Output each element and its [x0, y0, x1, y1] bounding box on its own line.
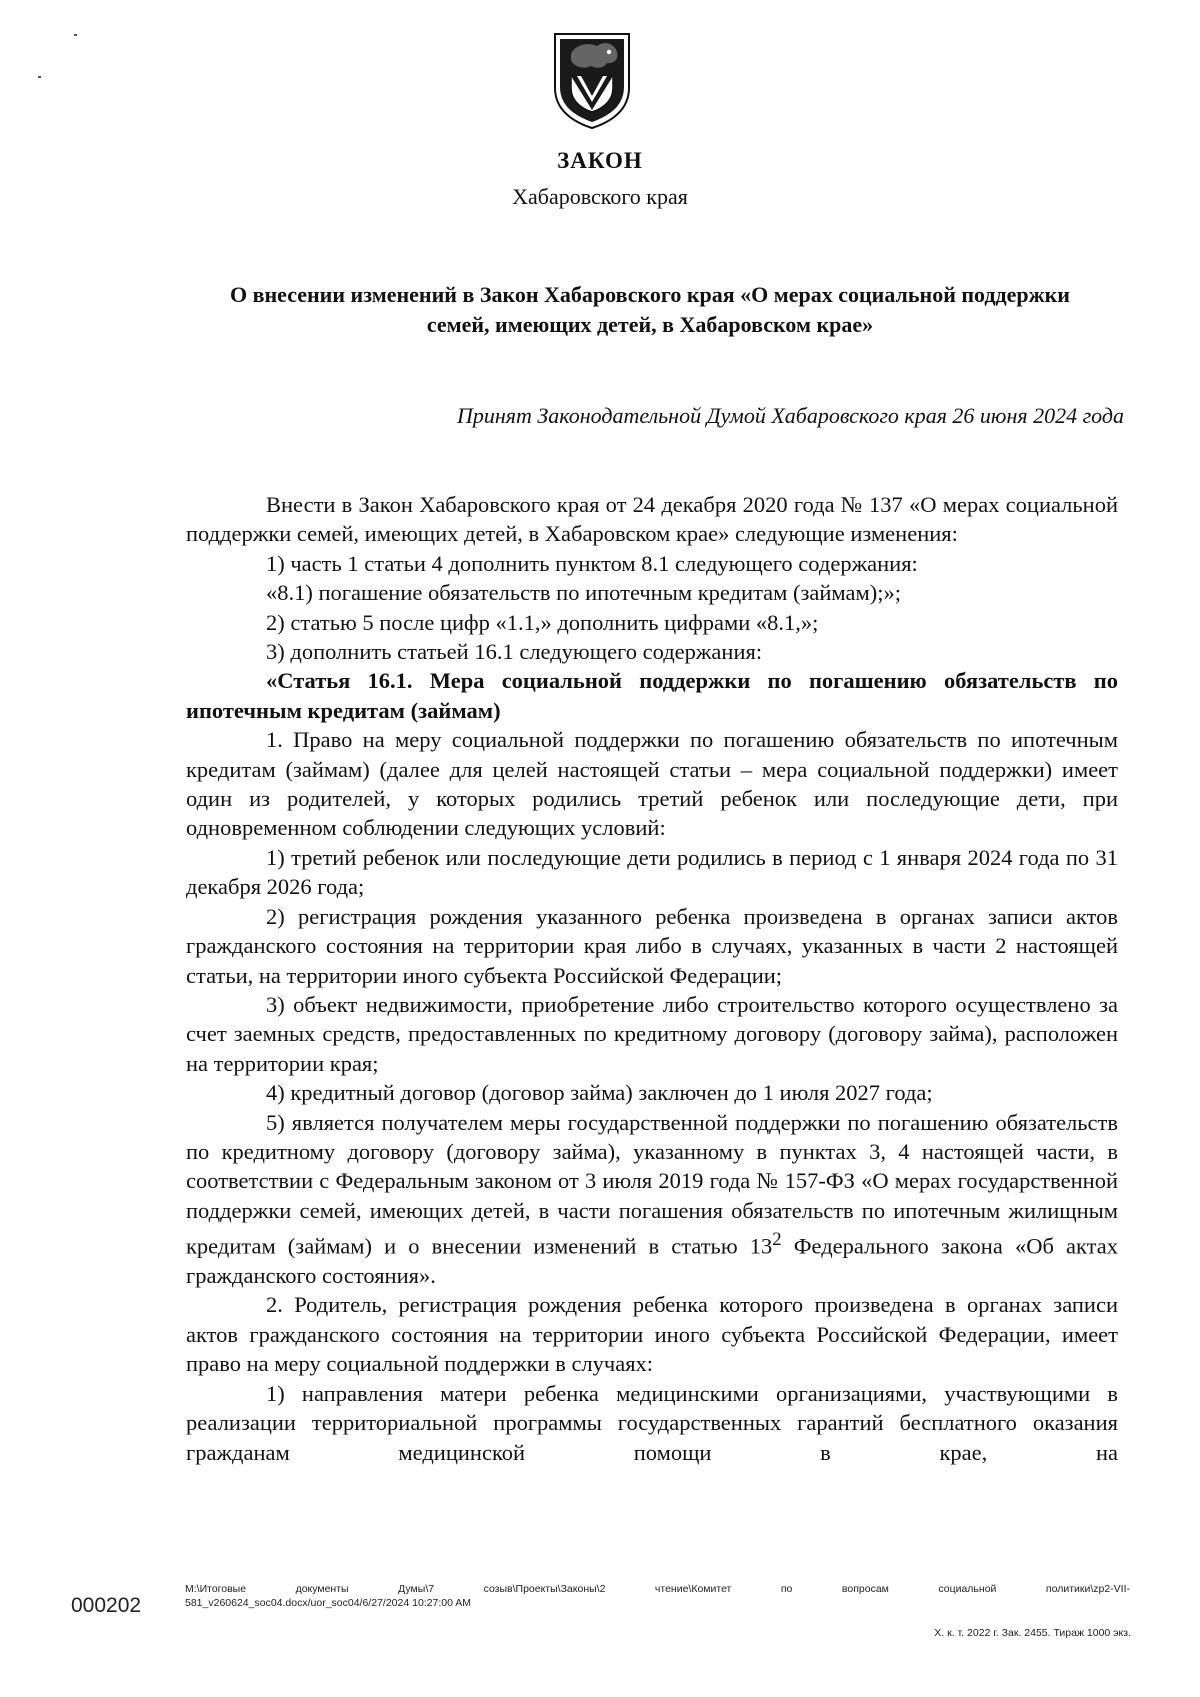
scan-speck: [74, 34, 77, 36]
article-title: «Статья 16.1. Мера социальной поддержки по погашению обязательств по ипотечным кредитам (займам): [186, 668, 1118, 723]
law-name-heading: О внесении изменений в Закон Хабаровского края «О мерах социальной поддержки семей, имеющих детей, в Хабаровском крае»: [230, 282, 1070, 337]
condition-2: 2) регистрация рождения указанного ребенка произведена в органах записи актов гражданского состояния на территории края либо в случаях, указанных в части 2 настоящей статьи, на территории иного субъекта Российской Федерации;: [186, 903, 1118, 988]
print-info: Х. к. т. 2022 г. Зак. 2455. Тираж 1000 экз.: [934, 1627, 1131, 1639]
amendment-item-1: 1) часть 1 статьи 4 дополнить пунктом 8.1 следующего содержания:: [266, 550, 918, 576]
amendment-item-1-text: «8.1) погашение обязательств по ипотечным кредитам (займам);»;: [266, 580, 901, 606]
coat-of-arms-emblem: [549, 30, 635, 130]
region-subtitle: Хабаровского края: [512, 184, 688, 209]
condition-5: [186, 1108, 1118, 1291]
article-part-1: 1. Право на меру социальной поддержки по погашению обязательств по ипотечным кредитам (займам) (далее для целей настоящей статьи – мера социальной поддержки) имеет один из родителей, у которых родились третий ребенок или последующие дети, при одновременном соблюдении следующих условий:: [186, 727, 1118, 841]
amendment-item-3: 3) дополнить статьей 16.1 следующего содержания:: [266, 639, 763, 665]
law-body: [186, 490, 1118, 1467]
adoption-note: Принят Законодательной Думой Хабаровского края 26 июня 2024 года: [456, 403, 1124, 428]
file-path-line-1: М:\Итоговые документы Думы\7 созыв\Проекты\Законы\2 чтение\Комитет по вопросам социальной политики\zp2-VII-: [185, 1583, 1130, 1595]
document-number: 000202: [71, 1594, 142, 1617]
file-path-line-2: 581_v260624_soc04.docx/uor_soc04/6/27/2024 10:27:00 AM: [185, 1597, 472, 1609]
document-type-heading: ЗАКОН: [557, 148, 643, 173]
amendment-item-2: 2) статью 5 после цифр «1.1,» дополнить цифрами «8.1,»;: [266, 609, 819, 635]
condition-3: 3) объект недвижимости, приобретение либо строительство которого осуществлено за счет заемных средств, предоставленных по кредитному договору (договору займа), расположен на территории края;: [186, 991, 1118, 1076]
case-1: 1) направления матери ребенка медицинскими организациями, участвующими в реализации территориальной программы государственных гарантий бесплатного оказания гражданам медицинской помощи в крае, на: [186, 1380, 1118, 1465]
scan-speck: [38, 76, 41, 78]
file-path-footer: [185, 1582, 1130, 1610]
condition-1: 1) третий ребенок или последующие дети родились в период с 1 января 2024 года по 31 декабря 2026 года;: [186, 844, 1118, 900]
superscript: 2: [772, 1229, 782, 1251]
condition-4: 4) кредитный договор (договор займа) заключен до 1 июля 2027 года;: [266, 1080, 933, 1106]
condition-5-tail: Федерального закона «Об актах гражданского состояния».: [186, 1233, 1118, 1289]
condition-5-text: 5) является получателем меры государственной поддержки по погашению обязательств по кредитному договору (договору займа), указанному в пунктах 3, 4 настоящей части, в соответствии с Федеральным законом от 3 июля 2019 года № 157-ФЗ «О мерах государственной поддержки семей, имеющих детей, в части погашения обязательств по ипотечным жилищным кредитам (займам) и о внесении изменений в статью 13: [186, 1109, 1118, 1259]
article-part-2: 2. Родитель, регистрация рождения ребенка которого произведена в органах записи актов гражданского состояния на территории иного субъекта Российской Федерации, имеет право на меру социальной поддержки в случаях:: [186, 1292, 1118, 1377]
intro-paragraph: Внести в Закон Хабаровского края от 24 декабря 2020 года № 137 «О мерах социальной поддержки семей, имеющих детей, в Хабаровском крае» следующие изменения:: [186, 492, 1118, 547]
